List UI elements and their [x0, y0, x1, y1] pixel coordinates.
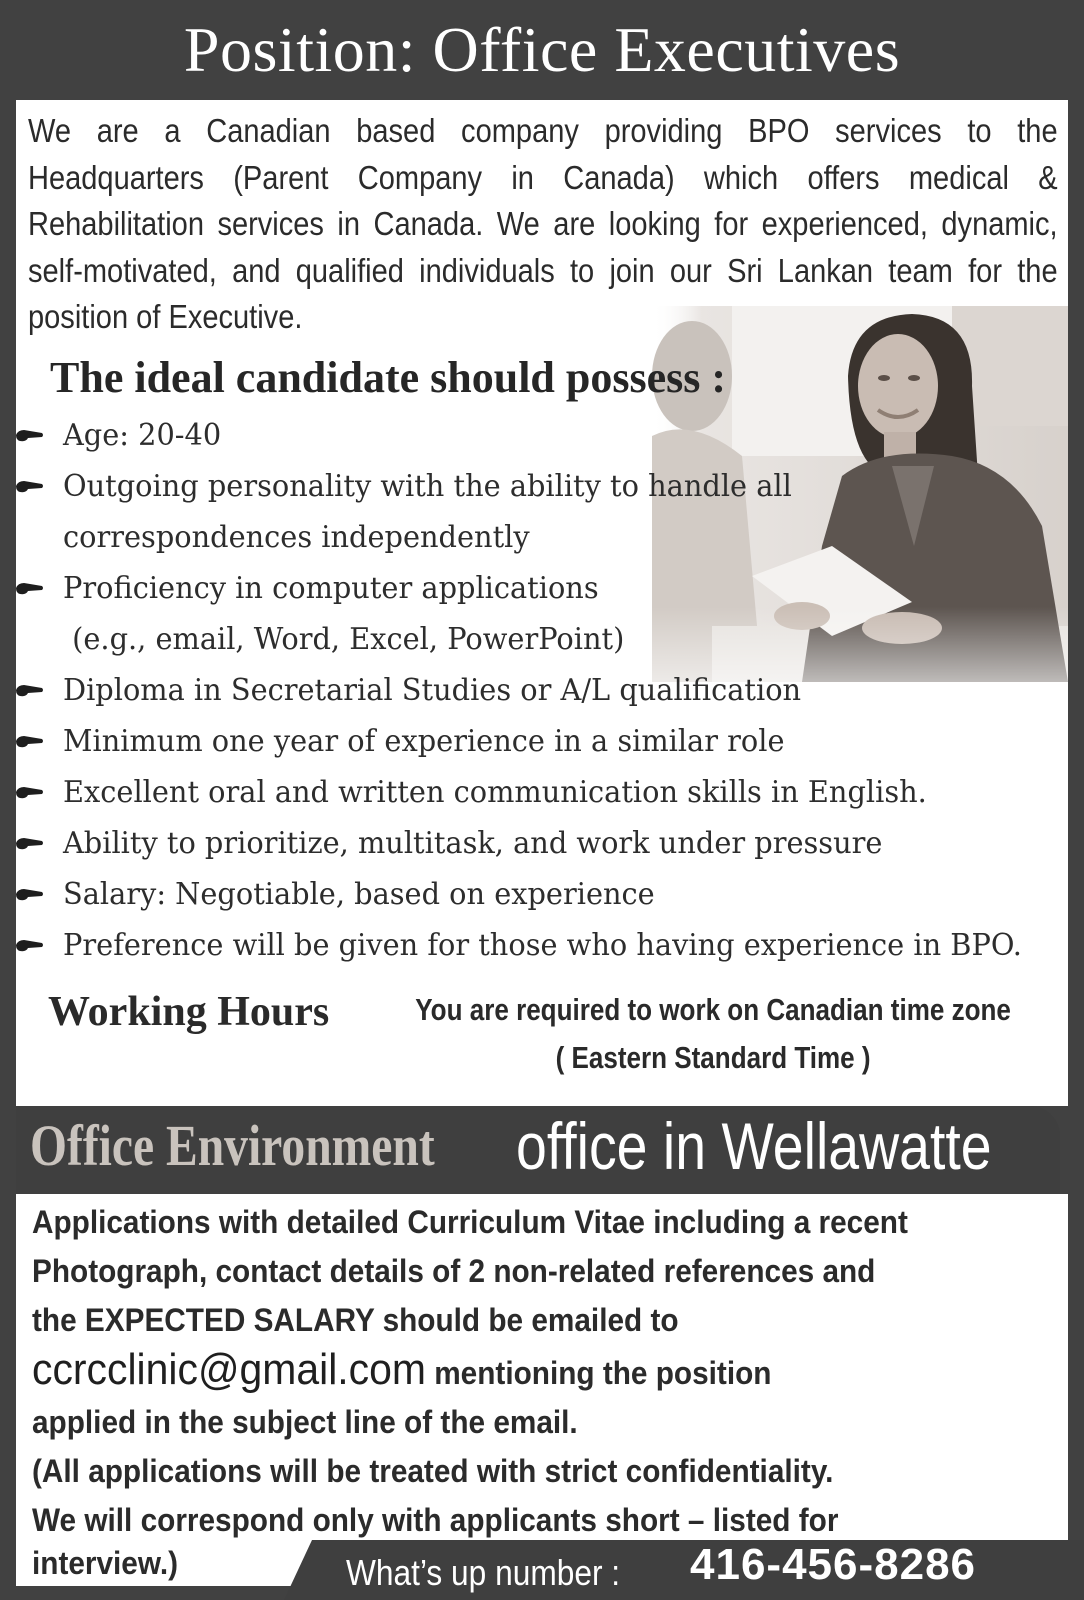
application-line: Applications with detailed Curriculum Vitae including a recent: [32, 1204, 908, 1240]
list-item: [16, 410, 1068, 461]
company-intro: We are a Canadian based company providing BPO services to the Headquarters (Parent Company in Canada) which offers medical & Rehabilitation services in Canada. We are looking for experienced, dynamic, self-motivated, and qualified individuals to join our Sri Lankan team for the position of Executive.: [28, 112, 1058, 335]
list-item: [16, 716, 1068, 767]
working-hours-text: [388, 986, 1038, 1082]
application-line: We will correspond only with applicants short – listed for: [32, 1502, 839, 1538]
requirement-preference: Preference will be given for those who having experience in BPO.: [63, 928, 1022, 963]
list-item: [16, 818, 1068, 869]
list-item: [16, 665, 1068, 716]
application-line: the EXPECTED SALARY should be emailed to: [32, 1302, 679, 1338]
requirement-diploma: Diploma in Secretarial Studies or A/L qualification: [63, 673, 802, 708]
application-line: mentioning the position: [425, 1355, 772, 1391]
working-hours-line1: You are required to work on Canadian time zone: [415, 992, 1011, 1027]
hand-pointer-icon: [16, 733, 44, 749]
requirement-communication: Excellent oral and written communication skills in English.: [63, 775, 927, 810]
office-location: office in Wellawatte: [516, 1109, 992, 1183]
application-line: applied in the subject line of the email.: [32, 1404, 578, 1440]
application-line: (All applications will be treated with strict confidentiality.: [32, 1453, 834, 1489]
application-line: Photograph, contact details of 2 non-related references and: [32, 1253, 876, 1289]
hand-pointer-icon: [16, 937, 44, 953]
requirement-computer-cont: (e.g., email, Word, Excel, PowerPoint): [63, 622, 625, 657]
hand-pointer-icon: [16, 580, 44, 596]
contact-email-link[interactable]: ccrcclinic@gmail.com: [32, 1345, 426, 1394]
whatsapp-number[interactable]: 416-456-8286: [690, 1540, 977, 1589]
application-panel: [16, 1194, 1068, 1586]
page-title: Position: Office Executives: [183, 14, 901, 85]
list-item: [16, 461, 1068, 563]
requirements-list: [16, 410, 1068, 971]
list-item: [16, 767, 1068, 818]
hand-pointer-icon: [16, 478, 44, 494]
requirement-multitask: Ability to prioritize, multitask, and work under pressure: [63, 826, 883, 861]
whatsapp-label: What’s up number :: [346, 1552, 621, 1593]
application-email-line: [32, 1345, 1055, 1398]
requirement-personality-cont: correspondences independently: [63, 520, 530, 555]
list-item: [16, 920, 1068, 971]
hand-pointer-icon: [16, 835, 44, 851]
hand-pointer-icon: [16, 784, 44, 800]
list-item: [16, 869, 1068, 920]
application-instructions: [32, 1198, 1055, 1581]
hand-pointer-icon: [16, 682, 44, 698]
main-panel: [16, 100, 1068, 1106]
hand-pointer-icon: [16, 427, 44, 443]
working-hours-line2: ( Eastern Standard Time ): [555, 1040, 871, 1075]
requirement-experience: Minimum one year of experience in a similar role: [63, 724, 785, 759]
working-hours-label: Working Hours: [48, 989, 330, 1035]
requirement-salary: Salary: Negotiable, based on experience: [63, 877, 655, 912]
hand-pointer-icon: [16, 886, 44, 902]
list-item: [16, 563, 1068, 665]
requirement-age: Age: 20-40: [63, 418, 222, 453]
office-environment-label: Office Environment: [30, 1113, 435, 1178]
requirement-personality: Outgoing personality with the ability to handle all: [63, 469, 792, 504]
office-environment-bar: [16, 1106, 1060, 1194]
application-line: interview.): [32, 1545, 179, 1581]
requirement-computer: Proficiency in computer applications: [63, 571, 599, 606]
requirements-heading: The ideal candidate should possess :: [50, 353, 727, 402]
